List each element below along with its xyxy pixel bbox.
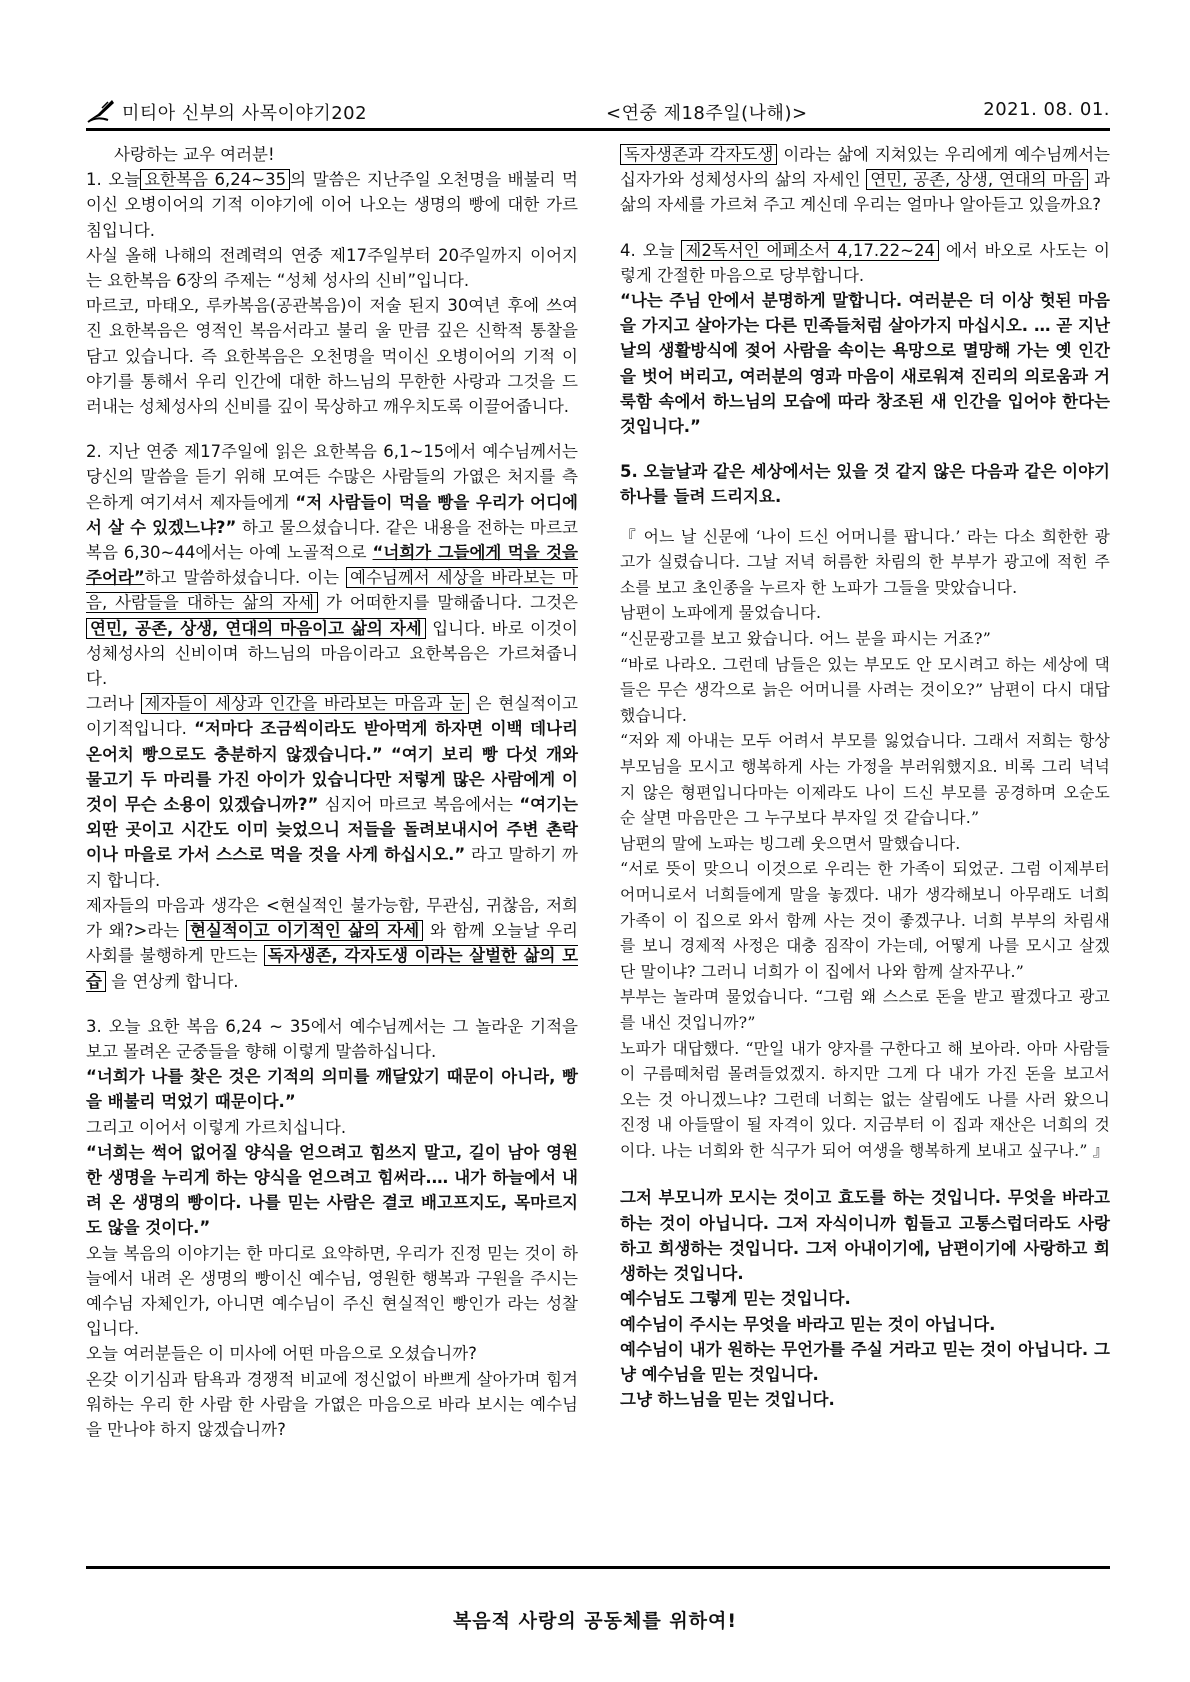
story-line: 부부는 놀라며 물었습니다. “그럼 왜 스스로 돈을 받고 팔겠다고 광고를 내신 것입니까?”	[620, 987, 1110, 1032]
bold-quote: “여기는 외딴 곳이고 시간도 이미 늦었으니 저들을 돌려보내시어 주변 촌락이나 마을로 가서 스스로 먹을 것을 사게 하십시오.”	[86, 795, 578, 865]
left-column	[86, 142, 578, 1442]
boxed-reference: 요한복음 6,24~35	[140, 169, 290, 190]
bold-quote: “너희가 나를 찾은 것은 기적의 의미를 깨달았기 때문이 아니라, 빵을 배불리 먹었기 때문이다.”	[86, 1067, 578, 1112]
newsletter-title: 미티아 신부의 사목이야기202	[122, 103, 368, 124]
paragraph-3: 3. 오늘 요한 복음 6,24 ~ 35에서 예수님께서는 그 놀라운 기적을 보고 몰려온 군중들을 향해 이렇게 말씀하십니다.	[86, 1016, 578, 1061]
bold-text: 그저 부모니까 모시는 것이고 효도를 하는 것입니다. 무엇을 바라고 하는 것이 아닙니다. 그저 자식이니까 힘들고 고통스럽더라도 사랑하고 희생하는 것입니다. 그저 아내이기에, 남편이기에 사랑하고 희생하는 것입니다.	[620, 1188, 1110, 1284]
text-run: 가 어떠한지를 말해줍니다. 그것은	[318, 593, 578, 613]
bold-text: 그냥 하느님을 믿는 것입니다.	[620, 1390, 835, 1410]
bold-quote: “저 사람들이 먹을 빵을 우리가 어디에서 살 수 있겠느냐?”	[86, 492, 578, 537]
closing-line	[620, 1337, 1110, 1387]
text-run: 2. 지난 연중 제17주일에 읽은 요한복음 6,1~15에서 예수님께서는 당신의 말씀을 듣기 위해 모여든 수많은 사람들의 가엾은 처지를 측은하게 여기셔서 제자들에게	[86, 442, 578, 512]
story-line: “신문광고를 보고 왔습니다. 어느 분을 파시는 거죠?”	[620, 629, 991, 649]
story-line: 남편이 노파에게 물었습니다.	[620, 603, 822, 623]
closing-line	[620, 1286, 1110, 1311]
text-run: 라고 말하기 까지 합니다.	[86, 845, 578, 890]
bold-heading: 5. 오늘날과 같은 세상에서는 있을 것 같지 않은 다음과 같은 이야기 하나를 들려 드리지요.	[620, 462, 1110, 507]
paragraph-3-continued	[620, 142, 1110, 218]
text-run: 이라는 삶에 지쳐있는 우리에게 예수님께서는 십자가와 성체성사의 삶의 자세인	[620, 145, 1110, 190]
page-header	[86, 96, 1110, 126]
paragraph-4	[620, 238, 1110, 288]
story-line: “서로 뜻이 맞으니 이것으로 우리는 한 가족이 되었군. 그럼 이제부터 어머니로서 너희들에게 말을 놓겠다. 내가 생각해보니 아무래도 너희 가족이 이 집으로 와서 함께 사는 것이 좋겠구나. 너희 부부의 차림새를 보니 경제적 사정은 대충 짐작이 가는데, 어떻게 나를 모시고 살겠단 말이냐? 그러니 너희가 이 집에서 나와 함께 살자꾸나.”	[620, 859, 1110, 981]
quote-4	[620, 288, 1110, 439]
paragraph-5	[620, 459, 1110, 509]
text-run: 에서 바오로 사도는 이렇게 간절한 마음으로 당부합니다.	[620, 240, 1110, 285]
bold-quote: “너희는 썩어 없어질 양식을 얻으려고 힘쓰지 말고, 길이 남아 영원한 생명을 누리게 하는 양식을 얻으려고 힘써라.… 내가 하늘에서 내려 온 생명의 빵이다. 나를 믿는 사람은 결코 배고프지도, 목마르지도 않을 것이다.”	[86, 1142, 578, 1238]
header-divider	[86, 128, 1110, 131]
text-run: 1. 오늘	[86, 170, 141, 190]
paragraph-3c: 오늘 복음의 이야기는 한 마디로 요약하면, 우리가 진정 믿는 것이 하늘에서 내려 온 생명의 빵이신 예수님, 영원한 행복과 구원을 주시는 예수님 자체인가, 아니면 예수님이 주신 현실적인 빵인가 라는 성찰입니다.	[86, 1243, 578, 1339]
paragraph-1	[86, 167, 578, 243]
paragraph-1c: 마르코, 마태오, 루카복음(공관복음)이 저술 된지 30여년 후에 쓰여진 요한복음은 영적인 복음서라고 불리 울 만큼 깊은 신학적 통찰을 담고 있습니다. 즉 요한복음은 오천명을 먹이신 오병이어의 기적 이야기를 통해서 우리 인간에 대한 하느님의 무한한 사랑과 그것을 드러내는 성체성사의 신비를 깊이 묵상하고 깨우치도록 이끌어줍니다.	[86, 296, 578, 417]
boxed-phrase: 독자생존, 각자도생 이라는 살벌한 삶의 모습	[86, 946, 579, 991]
closing-line	[620, 1312, 1110, 1337]
boxed-phrase: 제자들이 세상과 인간을 바라보는 마음과 눈	[141, 693, 469, 714]
boxed-phrase: 예수님께서 세상을 바라보는 마음, 사람들을 대하는 삶의 자세	[86, 568, 578, 613]
liturgical-sunday: <연중 제18주일(나해)>	[606, 103, 808, 124]
text-run: 하고 물으셨습니다. 같은 내용을 전하는 마르코복음 6,30~44에서는 아예 노골적으로	[86, 517, 578, 563]
paragraph-3d: 오늘 여러분들은 이 미사에 어떤 마음으로 오셨습니까?	[86, 1344, 477, 1364]
bold-text: 예수님이 내가 원하는 무언가를 주실 거라고 믿는 것이 아닙니다. 그냥 예수님을 믿는 것입니다.	[620, 1339, 1110, 1384]
bold-quote: “너희가 그들에게 먹을 것을 주어라”	[86, 543, 578, 588]
story-line: 『 어느 날 신문에 ‘나이 드신 어머니를 팝니다.’ 라는 다소 희한한 광고가 실렸습니다. 그날 저녁 허름한 차림의 한 부부가 광고에 적힌 주소를 보고 초인종을 누르자 한 노파가 그들을 맞았습니다.	[620, 526, 1110, 597]
boxed-phrase: 현실적이고 이기적인 삶의 자세	[186, 920, 423, 941]
text-run: 을 연상케 합니다.	[105, 971, 239, 991]
greeting: 사랑하는 교우 여러분!	[114, 145, 275, 164]
story-block	[620, 524, 1110, 1164]
issue-date: 2021. 08. 01.	[983, 99, 1110, 120]
text-run: 심지어 마르코 복음에서는	[318, 795, 520, 815]
closing-line	[620, 1387, 1110, 1412]
bold-text: 예수님도 그렇게 믿는 것입니다.	[620, 1289, 851, 1309]
right-column	[620, 142, 1110, 1412]
paragraph-2b	[86, 691, 578, 893]
boxed-phrase: 독자생존과 각자도생	[620, 144, 777, 165]
paragraph-3b: 그리고 이어서 이렇게 가르치십니다.	[86, 1117, 347, 1137]
footer-slogan: 복음적 사랑의 공동체를 위하여!	[452, 1610, 738, 1632]
boxed-phrase: 연민, 공존, 상생, 연대의 마음	[866, 169, 1088, 190]
bold-quote: “나는 주님 안에서 분명하게 말합니다. 여러분은 더 이상 헛된 마음을 가지고 살아가는 다른 민족들처럼 살아가지 마십시오. … 곧 지난날의 생활방식에 젖어 사람을 속이는 욕망으로 멸망해 가는 옛 인간을 벗어 버리고, 여러분의 영과 마음이 새로워져 진리의 의로움과 거룩함 속에서 하느님의 모습에 따라 창조된 새 인간을 입어야 한다는 것입니다.”	[620, 291, 1110, 437]
story-line: “저와 제 아내는 모두 어려서 부모를 잃었습니다. 그래서 저희는 항상 부모님을 모시고 행복하게 사는 가정을 부러워했지요. 비록 그리 넉넉지 않은 형편입니다마는 이제라도 나이 드신 부모를 공경하며 오순도순 살면 마음만은 그 누구보다 부자일 것 같습니다.”	[620, 731, 1110, 828]
story-line: 남편의 말에 노파는 빙그레 웃으면서 말했습니다.	[620, 833, 961, 853]
bold-text: 예수님이 주시는 무엇을 바라고 믿는 것이 아닙니다.	[620, 1314, 996, 1334]
quote-3b	[86, 1140, 578, 1241]
paragraph-2c	[86, 893, 578, 994]
closing-line	[620, 1185, 1110, 1286]
boxed-reference: 제2독서인 에페소서 4,17.22~24	[681, 240, 939, 261]
paragraph-1b: 사실 올해 나해의 전례력의 연중 제17주일부터 20주일까지 이어지는 요한복음 6장의 주제는 “성체 성사의 신비”입니다.	[86, 245, 578, 291]
paragraph-2	[86, 439, 578, 691]
boxed-phrase: 연민, 공존, 상생, 연대의 마음이고 삶의 자세	[86, 618, 426, 639]
text-run: 그러나	[86, 694, 141, 714]
paragraph-3e: 온갖 이기심과 탐욕과 경쟁적 비교에 정신없이 바쁘게 살아가며 힘겨워하는 우리 한 사람 한 사람을 가엾은 마음으로 바라 보시는 예수님을 만나야 하지 않겠습니까?	[86, 1369, 578, 1439]
story-line: 노파가 대답했다. “만일 내가 양자를 구한다고 해 보아라. 아마 사람들이 구름떼처럼 몰려들었겠지. 하지만 그게 다 내가 가진 돈을 보고서 오는 것 아니겠느냐? 그런데 너희는 없는 살림에도 나를 사러 왔으니 진정 내 아들딸이 될 자격이 있다. 지금부터 이 집과 재산은 너희의 것이다. 나는 너희와 한 식구가 되어 여생을 행복하게 보내고 싶구나.” 』	[620, 1038, 1110, 1160]
text-run: 4. 오늘	[620, 240, 682, 260]
footer-divider	[86, 1566, 1110, 1569]
text-run: 의 말씀은 지난주일 오천명을 배불리 먹이신 오병이어의 기적 이야기에 이어 나오는 생명의 빵에 대한 가르침입니다.	[86, 170, 578, 240]
text-run: 제자들의 마음과 생각은 <현실적인 불가능함, 무관심, 귀찮음, 저희가 왜?>라는	[86, 895, 578, 941]
story-line: “바로 나라오. 그런데 남들은 있는 부모도 안 모시려고 하는 세상에 댁들은 무슨 생각으로 늙은 어머니를 사려는 것이오?” 남편이 다시 대답했습니다.	[620, 654, 1110, 725]
text-run: 입니다. 바로 이것이 성체성사의 신비이며 하느님의 마음이라고 요한복음은 가르쳐줍니다.	[86, 618, 578, 689]
text-run: 와 함께 오늘날 우리 사회를 불행하게 만드는	[86, 921, 578, 966]
text-run: 은 현실적이고 이기적입니다.	[86, 694, 578, 739]
text-run: 하고 말씀하셨습니다. 이는	[144, 568, 347, 588]
bold-quote: “저마다 조금씩이라도 받아먹게 하자면 이백 데나리온어치 빵으로도 충분하지 않겠습니다.” “여기 보리 빵 다섯 개와 물고기 두 마리를 가진 아이가 있습니다만 저렇게 많은 사람에게 이것이 무슨 소용이 있겠습니까?”	[86, 719, 578, 815]
text-run: 과 삶의 자세를 가르쳐 주고 계신데 우리는 얼마나 알아듣고 있을까요?	[620, 170, 1110, 215]
quote-3a	[86, 1064, 578, 1114]
pen-logo-icon	[86, 96, 116, 124]
